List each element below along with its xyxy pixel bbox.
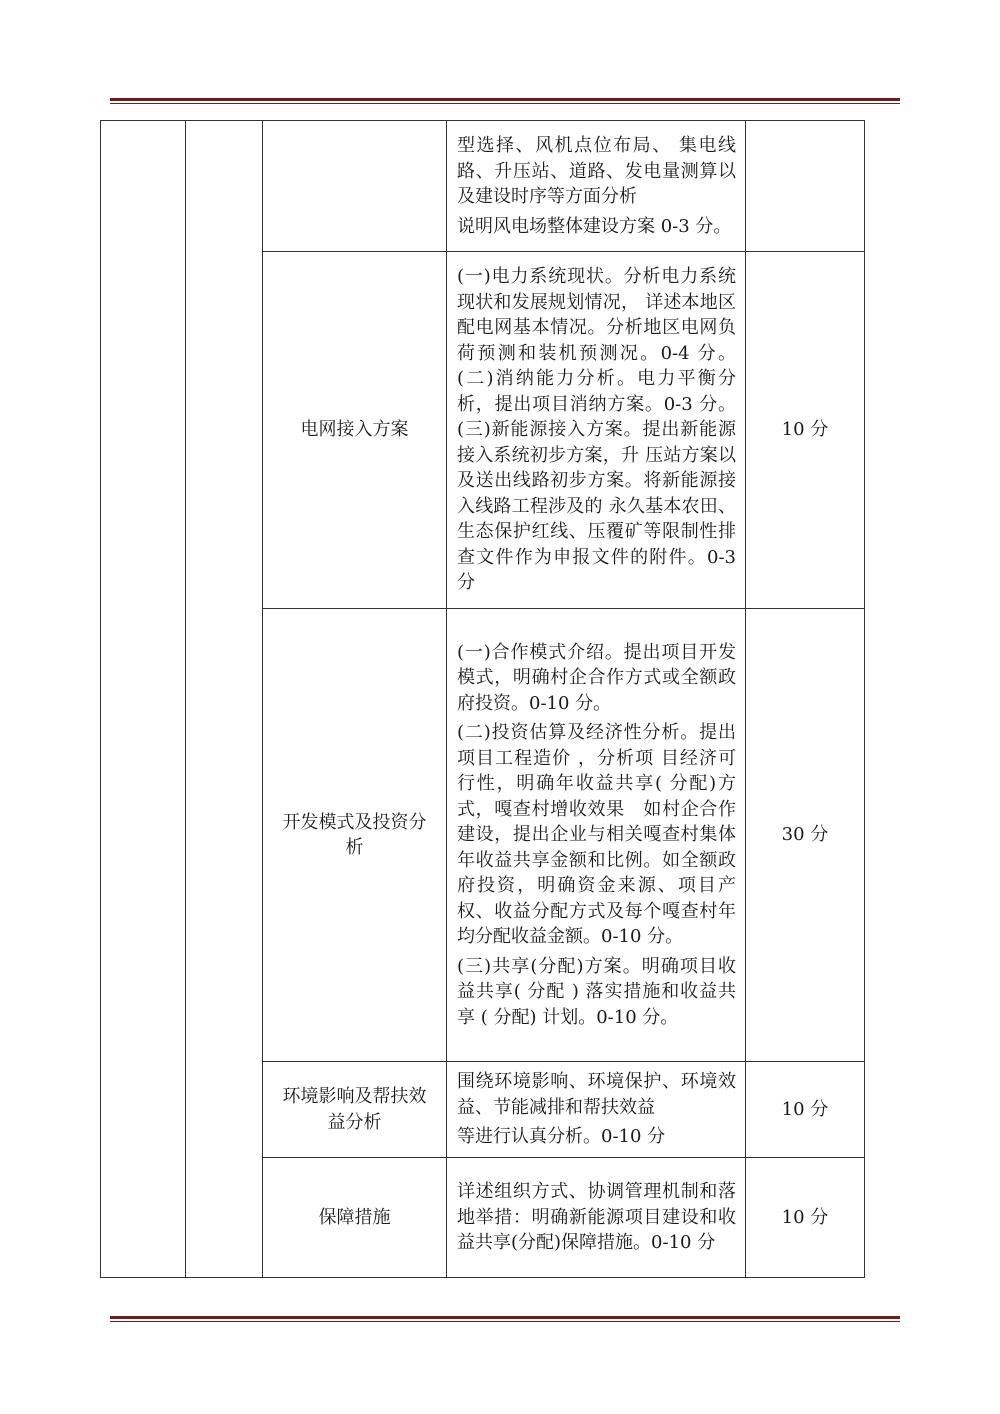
criteria-cell xyxy=(447,609,746,1062)
points-cell: 10 分 xyxy=(746,1062,865,1158)
criteria-cell xyxy=(447,121,746,252)
criteria-text: (二)投资估算及经济性分析。提出项目工程造价 ，分析项 目经济可行性，明确年收益共享( 分配)方式，嘎查村增收效果 如村企合作建设，提出企业与相关嘎查村集体年收益共享金额和比例。如全额政府投资，明确资金来源、项目产权、收益分配方式及每个嘎查村年均分配收益金额。0-10 分。 xyxy=(457,722,736,948)
item-cell: 开发模式及投资分析 xyxy=(263,609,447,1062)
criteria-text: 说明风电场整体建设方案 0-3 分。 xyxy=(457,215,732,237)
criteria-cell xyxy=(447,1158,746,1278)
criteria-text: 等进行认真分析。0-10 分 xyxy=(457,1126,666,1148)
criteria-text: 围绕环境影响、环境保护、环境效益、节能减排和帮扶效益 xyxy=(457,1071,736,1118)
points-cell: 30 分 xyxy=(746,609,865,1062)
item-cell: 电网接入方案 xyxy=(263,252,447,609)
criteria-text: 详述组织方式、协调管理机制和落地举措：明确新能源项目建设和收益共享(分配)保障措施。0-10 分 xyxy=(457,1181,736,1254)
table-row xyxy=(101,121,865,252)
subcategory-cell xyxy=(186,121,263,1278)
points-cell: 10 分 xyxy=(746,252,865,609)
scoring-table xyxy=(100,120,865,1278)
criteria-text: 型选择、风机点位布局、 集电线路、升压站、道路、发电量测算以及建设时序等方面分析 xyxy=(457,135,736,207)
item-cell: 保障措施 xyxy=(263,1158,447,1278)
criteria-text: (一)合作模式介绍。提出项目开发模式，明确村企合作方式或全额政府投资。0-10 分。 xyxy=(457,641,736,714)
points-cell: 10 分 xyxy=(746,1158,865,1278)
criteria-text: (三)共享(分配)方案。明确项目收益共享( 分配 ) 落实措施和收益共享 ( 分配) 计划。0-10 分。 xyxy=(457,955,736,1028)
criteria-cell xyxy=(447,1062,746,1158)
header-rule xyxy=(110,98,900,104)
item-cell xyxy=(263,121,447,252)
footer-rule xyxy=(110,1316,900,1322)
points-cell xyxy=(746,121,865,252)
criteria-cell xyxy=(447,252,746,609)
category-cell xyxy=(101,121,186,1278)
item-cell: 环境影响及帮扶效益分析 xyxy=(263,1062,447,1158)
criteria-text: (一)电力系统现状。分析电力系统现状和发展规划情况， 详述本地区配电网基本情况。分析地区电网负荷预测和装机预测况。0-4 分。(二)消纳能力分析。电力平衡分析，提出项目消纳方案。0-3 分。(三)新能源接入方案。提出新能源接入系统初步方案，升 压站方案以及送出线路初步方案。将新能源接入线路工程涉及的 永久基本农田、生态保护红线、压覆矿等限制性排查文件作为申报文件的附件。0-3 分 xyxy=(457,266,736,594)
